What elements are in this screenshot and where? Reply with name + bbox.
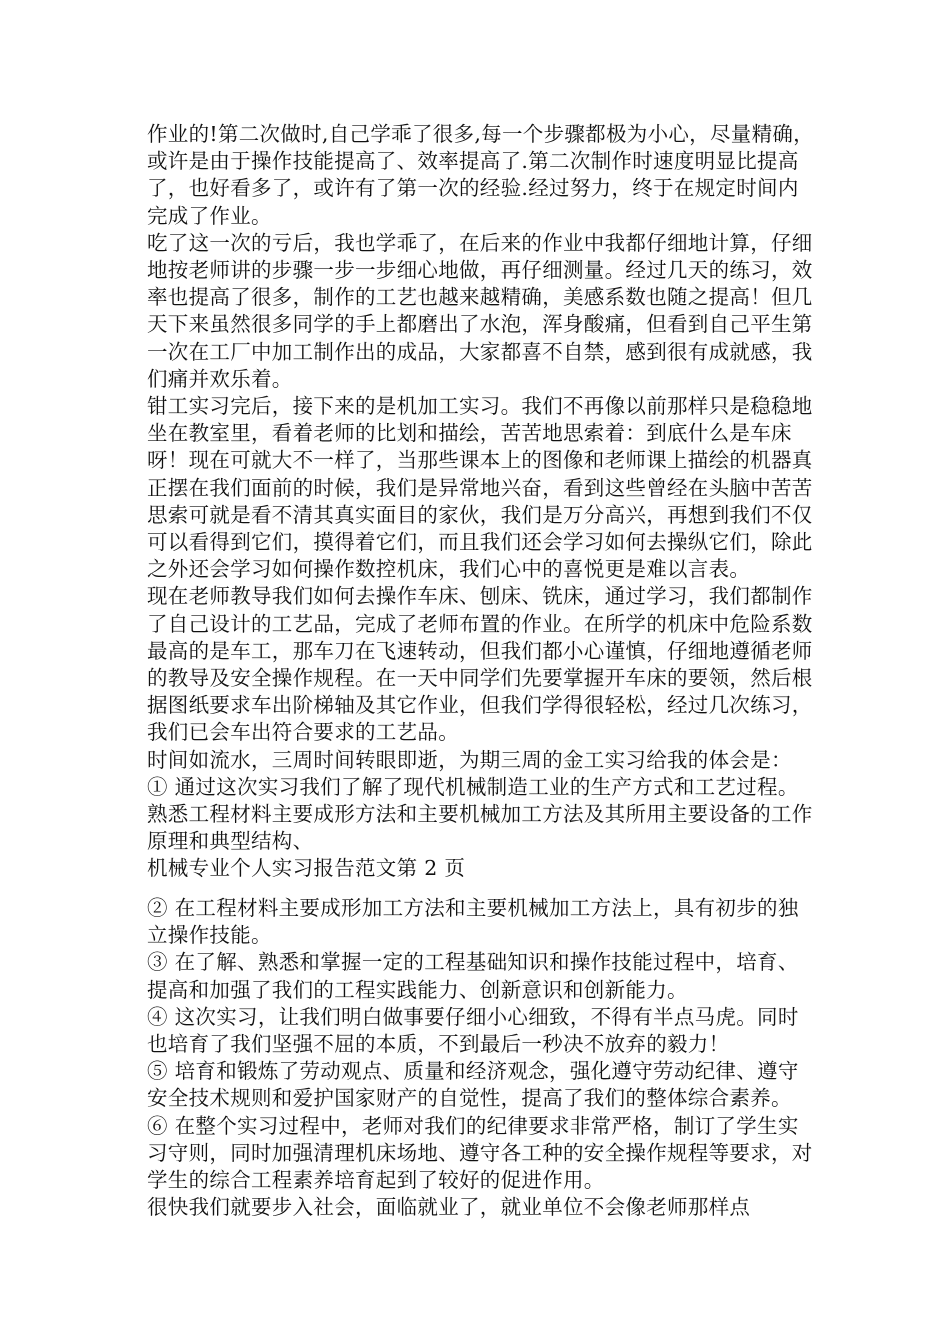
paragraph: 很快我们就要步入社会，面临就业了，就业单位不会像老师那样点: [147, 1195, 751, 1220]
paragraph: 吃了这一次的亏后，我也学乖了，在后来的作业中我都仔细地计算，仔细地按老师讲的步骤一步一步细心地做，再仔细测量。经过几天的练习，效率也提高了很多，制作的工艺也越来越精确，美感系数也随之提高！但几天下来虽然很多同学的手上都磨出了水泡，浑身酸痛，但看到自己平生第一次在工厂中加工制作出的成品，大家都喜不自禁，感到很有成就感，我们痛并欢乐着。: [147, 230, 813, 391]
page-footer-label: 机械专业个人实习报告范文第 2 页: [147, 856, 466, 881]
paragraph: 现在老师教导我们如何去操作车床、刨床、铣床，通过学习，我们都制作了自己设计的工艺品，完成了老师布置的作业。在所学的机床中危险系数最高的是车工，那车刀在飞速转动，但我们都小心谨慎，仔细地遵循老师的教导及安全操作规程。在一天中同学们先要掌握开车床的要领，然后根据图纸要求车出阶梯轴及其它作业，但我们学得很轻松，经过几次练习，我们已会车出符合要求的工艺品。: [147, 584, 813, 745]
paragraph: 作业的!第二次做时,自己学乖了很多,每一个步骤都极为小心，尽量精确，或许是由于操作技能提高了、效率提高了.第二次制作时速度明显比提高了，也好看多了，或许有了第一次的经验.经过努力，终于在规定时间内完成了作业。: [147, 122, 814, 228]
paragraph: ⑤ 培育和锻炼了劳动观点、质量和经济观念，强化遵守劳动纪律、遵守安全技术规则和爱护国家财产的自觉性，提高了我们的整体综合素养。: [147, 1059, 799, 1111]
paragraph: ③ 在了解、熟悉和掌握一定的工程基础知识和操作技能过程中，培育、提高和加强了我们的工程实践能力、创新意识和创新能力。: [147, 950, 799, 1002]
paragraph: ⑥ 在整个实习过程中，老师对我们的纪律要求非常严格，制订了学生实习守则，同时加强清理机床场地、遵守各工种的安全操作规程等要求，对学生的综合工程素养培育起到了较好的促进作用。: [147, 1113, 813, 1193]
paragraph: 钳工实习完后，接下来的是机加工实习。我们不再像以前那样只是稳稳地坐在教室里，看着老师的比划和描绘，苦苦地思索着：到底什么是车床呀！现在可就大不一样了，当那些课本上的图像和老师课上描绘的机器真正摆在我们面前的时候，我们是异常地兴奋，看到这些曾经在头脑中苦苦思索可就是看不清其真实面目的家伙，我们是万分高兴，再想到我们不仅可以看得到它们，摸得着它们，而且我们还会学习如何去操纵它们，除此之外还会学习如何操作数控机床，我们心中的喜悦更是难以言表。: [147, 394, 813, 582]
paragraph: 时间如流水，三周时间转眼即逝，为期三周的金工实习给我的体会是：: [147, 747, 792, 772]
page-text-upper: [147, 121, 817, 883]
paragraph: ① 通过这次实习我们了解了现代机械制造工业的生产方式和工艺过程。熟悉工程材料主要成形方法和主要机械加工方法及其所用主要设备的工作原理和典型结构、: [147, 774, 813, 854]
paragraph: ④ 这次实习，让我们明白做事要仔细小心细致，不得有半点马虎。同时也培育了我们坚强不屈的本质，不到最后一秒决不放弃的毅力！: [147, 1004, 799, 1057]
paragraph: ② 在工程材料主要成形加工方法和主要机械加工方法上，具有初步的独立操作技能。: [147, 896, 799, 948]
page-text-lower: [147, 895, 817, 1221]
